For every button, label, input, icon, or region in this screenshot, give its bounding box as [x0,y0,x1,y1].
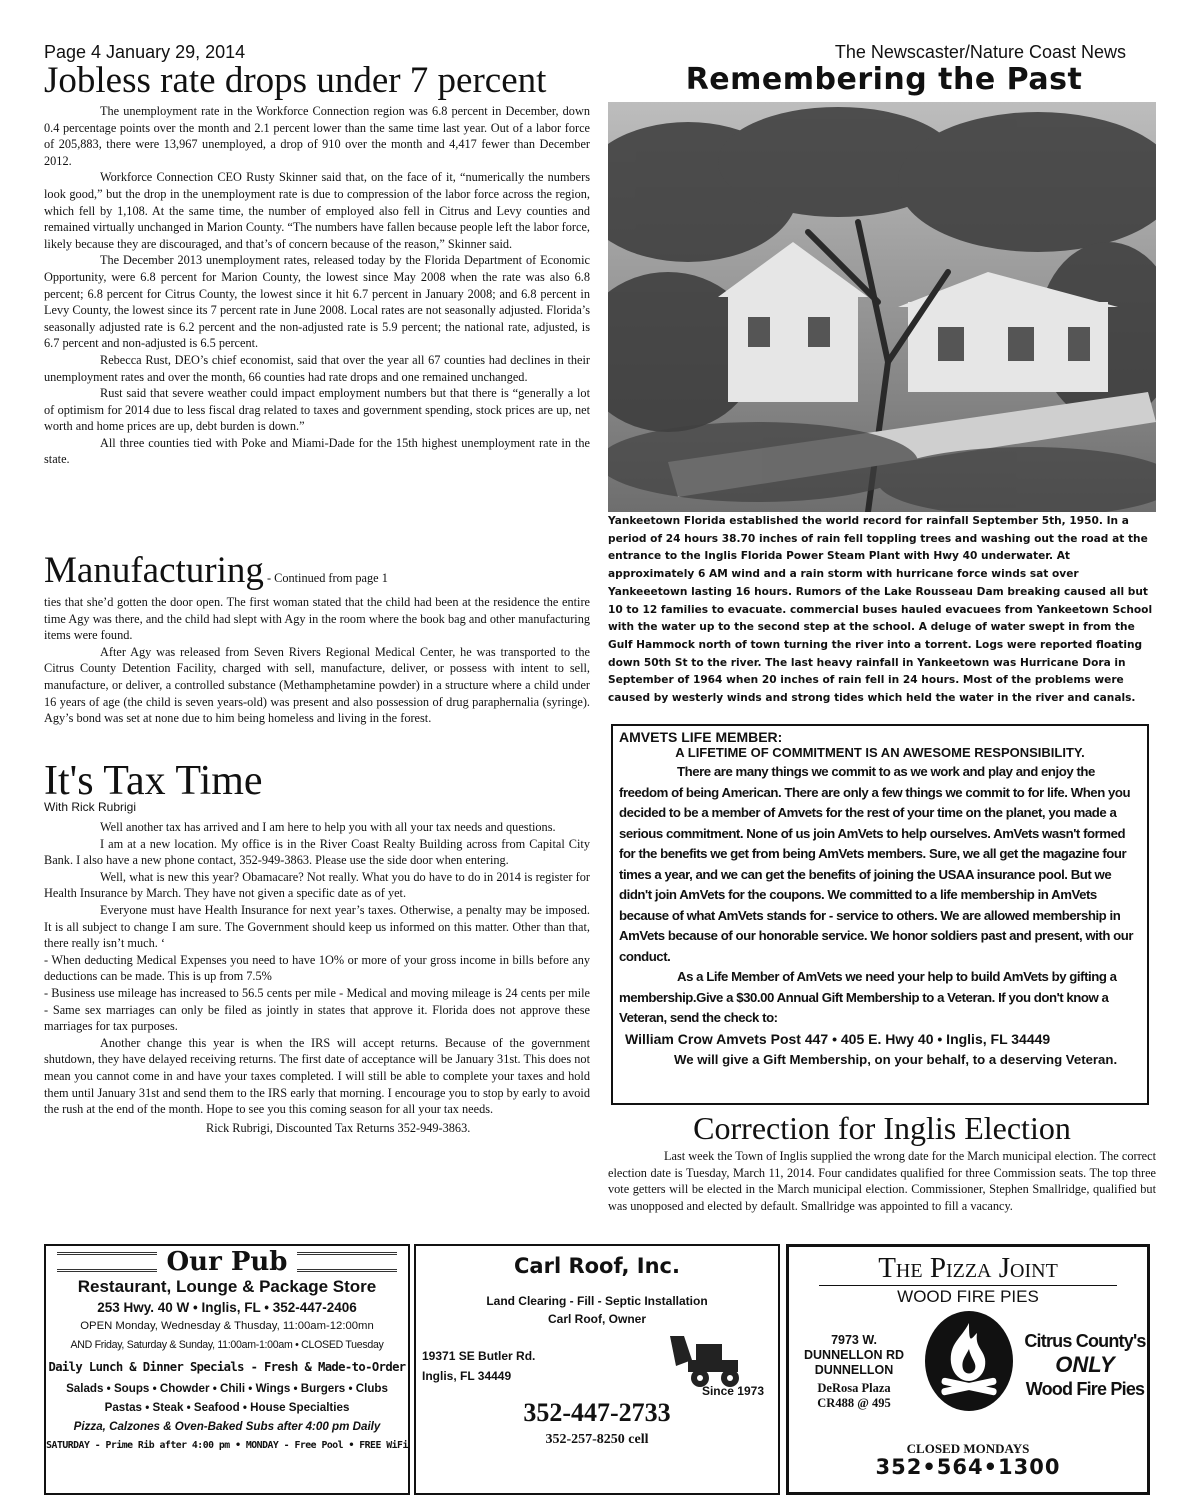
correction-headline: Correction for Inglis Election [693,1110,1071,1146]
manufacturing-p1: ties that she’d gotten the door open. The first woman stated that the child had been at the residence the entire time Agy was there, and the child had slept with Agy in the room where the book bag and other manufacturing items were found. [44,595,590,643]
pizza-joint-addr-1: 7973 W. [831,1333,877,1347]
carl-roof-city: Inglis, FL 34449 [422,1369,512,1383]
publication-name: The Newscaster/Nature Coast News [834,42,1126,62]
our-pub-hours-weekend: AND Friday, Saturday & Sunday, 11:00am-1:00am • CLOSED Tuesday [70,1339,384,1351]
jobless-p2: Workforce Connection CEO Rusty Skinner said that, on the face of it, “numerically the numbers look good,” but the drop in the unemployment rate is due to compression of the labor force across the region, which fell by 1,108. At the same time, the number of employed also fell in Citrus and Levy counties and remained virtually unchanged in Marion County. “The numbers have fallen because people left the labor force, likely because they are discouraged, and that’s of concern because of the reason,” Skinner said. [44,170,590,251]
tax-p7: Another change this year is when the IRS will accept returns. Because of the government shutdown, they have delayed receiving returns. The first date of acceptance will be January 31st. This does not mean you cannot come in and have your taxes completed. I will still be able to complete your taxes and hold them until January 31st and send them to the IRS early that morning. I encourage you to stop by early to avoid the rush at the end of the month. Hope to see you this coming season for all your tax needs. [44,1035,590,1117]
correction-body: Last week the Town of Inglis supplied the wrong date for the March municipal election. The correct election date is Tuesday, March 11, 2014. Four candidates qualified for three Commission seats. The top three vote getters will be elected in the March municipal election. Commissioner, Stephen Smallridge, qualified but was unopposed and elected by default. Smallridge was appointed to fill a vacancy. [608,1149,1156,1213]
jobless-p5: Rust said that severe weather could impact employment numbers but that there is “generally a lot of optimism for 2014 due to less fiscal drag related to taxes and government spending, stock prices are up, net worth and home prices are up, debt burden is down.” [44,386,590,434]
pizza-joint-closed: CLOSED MONDAYS [906,1441,1030,1456]
flame-logo-icon [921,1309,1017,1413]
pizza-joint-addr-2: DUNNELLON RD [804,1348,904,1362]
our-pub-menu-3: Pizza, Calzones & Oven-Baked Subs after 4:00 pm Daily [73,1420,381,1433]
amvets-closing: We will give a Gift Membership, on your behalf, to a deserving Veteran. [674,1051,1118,1067]
manufacturing-heading [44,552,388,589]
tax-p2: I am at a new location. My office is in the River Coast Realty Building across from Capital City Bank. I also have a new phone contact, 352-949-3863. Please use the side door when entering. [44,836,590,868]
our-pub-hours-weekday: OPEN Monday, Wednesday & Thusday, 11:00am-12:00mn [80,1320,374,1332]
pizza-joint-plaza-1: DeRosa Plaza [817,1381,891,1395]
amvets-paragraph-1: There are many things we commit to as we work and play and enjoy the freedom of being American. There are only a few things we commit to for life. When you decided to be a member of Amvets for the rest of your time on the planet, you made a serious commitment. None of us join AmVets to help ourselves. AmVets wasn't formed for the benefits we get from being AmVets members. Sure, we all get the magazine four times a year, and we can get the benefits of joining the USAA insurance pool. But we didn't join AmVets for the coupons. We committed to a life membership in AmVets because of what AmVets stands for - service to others. We are allowed membership in AmVets because of our honorable service. We honor soldiers past and present, with our conduct. [619,764,1134,964]
carl-roof-since: Since 1973 [701,1384,764,1398]
tax-signature: Rick Rubrigi, Discounted Tax Returns 352-949-3863. [206,1120,471,1135]
bulldozer-icon [666,1330,766,1390]
our-pub-footer: SATURDAY - Prime Rib after 4:00 pm • MONDAY - Free Pool • FREE WiFi [46,1440,408,1451]
pizza-joint-ad [786,1244,1150,1495]
pizza-joint-sub: WOOD FIRE PIES [819,1285,1117,1308]
jobless-headline: Jobless rate drops under 7 percent [44,60,547,101]
pizza-joint-address [789,1333,919,1411]
manufacturing-headline: Manufacturing [44,550,264,591]
jobless-p3: The December 2013 unemployment rates, released today by the Florida Department of Economic Opportunity, were 6.8 percent for Marion County, the lowest since May 2008 when the rate was also 6.8 percent; 6.8 percent for Citrus County, the lowest since it hit 6.7 percent in January 2008; and 6.8 percent in Levy County, the lowest since its 7 percent rate in June 2008. Local rates are not seasonally adjusted. Florida’s seasonally adjusted rate is 6.2 percent and the non-adjusted rate is 5.9 percent; the national rate, adjusted, is 6.7 percent and non-adjusted is 6.5 percent. [44,253,590,351]
carl-roof-ad [414,1244,780,1495]
tax-headline: It's Tax Time [44,758,263,804]
scroll-ornament-right [297,1252,397,1272]
carl-roof-cell: 352-257-8250 cell [545,1432,649,1447]
jobless-p4: Rebecca Rust, DEO’s chief economist, said that over the year all 67 counties had declines in their unemployment rates and over the month, 66 counties had rate drops and one remained unchanged. [44,352,590,384]
page-date: Page 4 January 29, 2014 [44,42,246,62]
our-pub-name: Our Pub [166,1247,288,1277]
tax-p6: - Business use mileage has increased to 56.5 cents per mile - Medical and moving mileage is 24 cents per mile - Same sex marriages can only be filed as jointly in states that approve it. Florida does not approve these marriages for tax purposes. [44,985,590,1034]
carl-roof-address [422,1346,535,1386]
jobless-p1: The unemployment rate in the Workforce Connection region was 6.8 percent in December, down 0.4 percentage points over the month and 2.1 percent lower than the same time last year. Out of a labor force of 205,883, there were 13,967 unemployed, a drop of 910 over the month and 4,417 fewer than December 2012. [44,104,590,168]
our-pub-menu-1: Salads • Soups • Chowder • Chili • Wings • Burgers • Clubs [66,1382,388,1395]
flood-photo [608,102,1156,512]
photo-caption: Yankeetown Florida established the world record for rainfall September 5th, 1950. In a period of 24 hours 38.70 inches of rain fell toppling trees and washing out the road at the entrance to the Inglis Florida Power Steam Plant with Hwy 40 underwater. At approximately 6 AM wind and a rain storm with hurricane force winds sat over Yankeeetown lasting 16 hours. Rumors of the Lake Rousseau Dam breaking caused all but 10 to 12 families to evacuate. commercial buses hauled evacuees from Yankeetown School with the water up to the second step at the school. A deluge of water swept in from the Gulf Hammock north of town turning the river into a torrent. Logs were reported floating down 50th St to the river. The last heavy rainfall in Yankeetown was Hurricane Dora in September of 1964 when 20 inches of rain fell in 24 hours. Most of the problems were caused by westerly winds and strong tides which held the water in the river and canals. [608,515,1153,705]
past-headline: Remembering the Past [685,62,1083,97]
tax-byline: With Rick Rubrigi [44,800,137,814]
our-pub-specials: Daily Lunch & Dinner Specials - Fresh & Made-to-Order [48,1360,406,1374]
carl-roof-owner: Carl Roof, Owner [547,1312,646,1326]
tax-p3: Well, what is new this year? Obamacare? Not really. What you do have to do in 2014 is register for Health Insurance by March. They have not given a specific date as of yet. [44,869,590,901]
carl-roof-phone: 352-447-2733 [523,1398,671,1427]
amvets-address: William Crow Amvets Post 447 • 405 E. Hwy 40 • Inglis, FL 34449 [625,1030,1051,1047]
scroll-ornament-left [57,1252,157,1272]
our-pub-address: 253 Hwy. 40 W • Inglis, FL • 352-447-2406 [97,1300,357,1315]
our-pub-menu-2: Pastas • Steak • Seafood • House Specialties [104,1401,350,1414]
pizza-joint-name: The Pizza Joint [878,1252,1058,1284]
manufacturing-p2: After Agy was released from Seven Rivers Regional Medical Center, he was transported to the Citrus County Detention Facility, charged with sell, manufacture, deliver, or possess with intent to sell, manufacture, or deliver, a controlled substance (Methamphetamine powder) in a structure where a child under 16 years of age (the child is seven years-old) was present and also possession of drug paraphernalia (syringe). Agy’s bond was set at none due to him being homeless and living in the forest. [44,644,590,726]
amvets-subtitle: A LIFETIME OF COMMITMENT IS AN AWESOME RESPONSIBILITY. [675,745,1085,760]
carl-roof-services: Land Clearing - Fill - Septic Installation [486,1294,708,1308]
tax-p1: Well another tax has arrived and I am here to help you with all your tax needs and questions. [100,820,556,834]
pizza-joint-phone: 352•564•1300 [875,1455,1061,1479]
correction-article [608,1148,1156,1214]
amvets-box [611,724,1149,1105]
pizza-joint-plaza-2: CR488 @ 495 [817,1396,891,1410]
pizza-joint-addr-3: DUNNELLON [814,1363,894,1377]
pizza-joint-slogan-2: ONLY [1055,1352,1115,1377]
pizza-joint-slogan [1021,1329,1149,1401]
amvets-title: AMVETS LIFE MEMBER: [619,729,783,745]
jobless-p6: All three counties tied with Poke and Miami-Dade for the 15th highest unemployment rate in the state. [44,435,590,467]
pizza-joint-slogan-1: Citrus County's [1024,1331,1146,1351]
carl-roof-name: Carl Roof, Inc. [514,1254,680,1278]
pizza-joint-slogan-3: Wood Fire Pies [1025,1379,1145,1399]
tax-p4: Everyone must have Health Insurance for next year’s taxes. Otherwise, a penalty may be imposed. It is all subject to change I am sure. The Government should keep us informed on this matter. Other than that, there really isn’t much. ‘ [44,902,590,951]
our-pub-tagline: Restaurant, Lounge & Package Store [77,1277,377,1296]
our-pub-ad [44,1244,410,1495]
carl-roof-street: 19371 SE Butler Rd. [422,1349,536,1363]
manufacturing-article [44,594,590,727]
amvets-paragraph-2: As a Life Member of AmVets we need your help to build AmVets by gifting a membership.Give a $30.00 Annual Gift Membership to a Veteran. If you don't know a Veteran, send the check to: [619,969,1117,1025]
tax-article [44,819,590,1136]
jobless-article [44,103,590,468]
tax-p5: - When deducting Medical Expenses you need to have 1O% or more of your gross income in bills before any deductions can be made. This is up from 7.5% [44,952,590,984]
manufacturing-continued: - Continued from page 1 [263,571,388,585]
flood-photo-illustration [608,102,1156,512]
